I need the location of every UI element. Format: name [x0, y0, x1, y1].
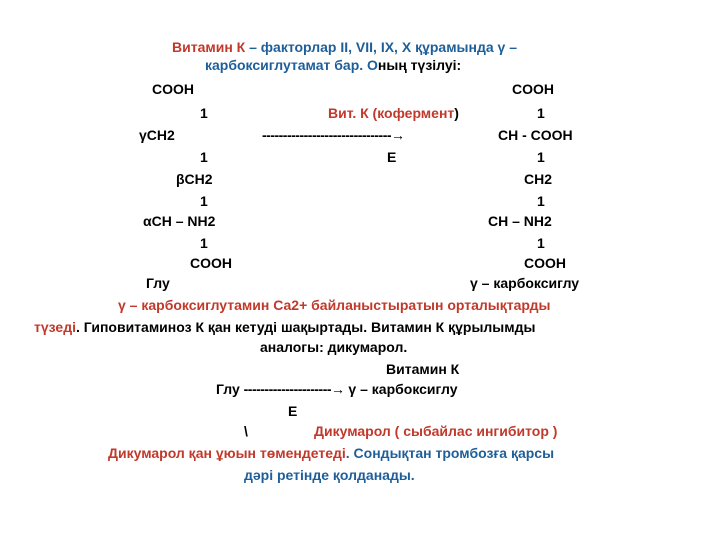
cofactor-paren: ) — [454, 105, 459, 121]
reaction2-enzyme: Е — [288, 403, 298, 419]
left-cooh-bottom: COOH — [190, 255, 232, 271]
title-vitamin-k: Витамин К — [172, 39, 246, 55]
left-name-glu: Глу — [146, 275, 170, 291]
title-formation: ның түзілуі: — [377, 57, 462, 73]
reaction2-vitamin-k: Витамин К — [386, 361, 460, 377]
left-beta-ch2: βCH2 — [176, 171, 213, 187]
left-bond-4: 1 — [200, 235, 208, 251]
right-ch-cooh: CH - COOH — [498, 127, 573, 143]
reaction2-glu: Глу — [216, 381, 240, 397]
right-bond-2: 1 — [537, 149, 545, 165]
para1-forms: түзеді — [34, 319, 76, 335]
para2-line-1 — [108, 444, 554, 462]
reaction2-backslash: \ — [244, 423, 248, 439]
para2-therefore: . Сондықтан тромбозға қарсы — [345, 445, 555, 461]
reaction-arrow-1: -------------------------------→ — [262, 127, 405, 143]
right-ch-nh2: CH – NH2 — [488, 213, 552, 229]
right-cooh-bottom: COOH — [524, 255, 566, 271]
right-cooh-top: COOH — [512, 81, 554, 97]
left-bond-2: 1 — [200, 149, 208, 165]
para1-line-3: аналогы: дикумарол. — [260, 339, 408, 355]
reaction2-arrow: ---------------------→ — [243, 381, 345, 397]
reaction2-product: γ – карбоксиглу — [348, 381, 458, 397]
right-bond-4: 1 — [537, 235, 545, 251]
title-carboxyglutamate: карбоксиглутамат бар. О — [205, 57, 378, 73]
para1-line-2 — [34, 318, 535, 336]
right-bond-3: 1 — [537, 193, 545, 209]
title-factors: – факторлар II, VII, IX, X құрамында γ – — [245, 39, 517, 55]
para1-line-1: γ – карбоксиглутамин Са2+ байланыстыратын орталықтарды — [118, 297, 551, 313]
left-cooh-top: COOH — [152, 81, 194, 97]
cofactor-text: Вит. К (кофермент — [328, 105, 455, 121]
cofactor-label — [328, 104, 459, 122]
right-bond-1: 1 — [537, 105, 545, 121]
left-bond-3: 1 — [200, 193, 208, 209]
title-line-2 — [205, 56, 461, 74]
left-alpha-ch-nh2: αCH – NH2 — [143, 213, 216, 229]
enzyme-label-1: Е — [387, 149, 397, 165]
title-line-1 — [172, 38, 517, 56]
para2-dicoumarol: Дикумарол қан ұюын төмендетеді — [108, 445, 346, 461]
para1-hypovitaminosis: . Гиповитаминоз К қан кетуді шақыртады. Витамин К құрылымды — [75, 319, 536, 335]
left-gamma-ch2: γCH2 — [139, 127, 175, 143]
reaction2-inhibitor: Дикумарол ( сыбайлас ингибитор ) — [314, 423, 558, 439]
right-ch2: CH2 — [524, 171, 553, 187]
right-name-carboxyglu: γ – карбоксиглу — [470, 275, 580, 291]
left-bond-1: 1 — [200, 105, 208, 121]
reaction2-line — [216, 380, 458, 398]
para2-line-2: дәрі ретінде қолданады. — [244, 467, 415, 483]
